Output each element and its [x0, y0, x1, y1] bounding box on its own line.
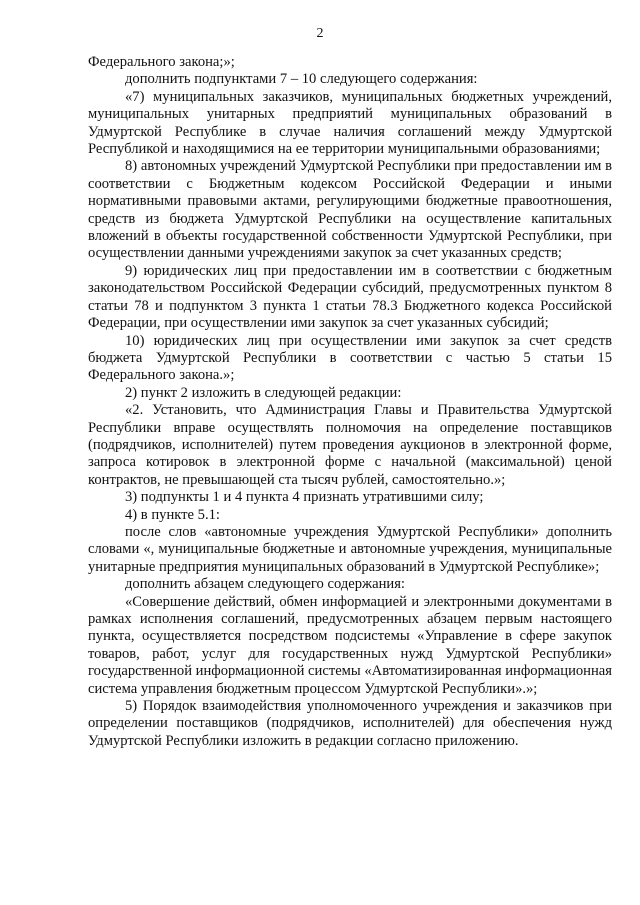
paragraph-subitem-10: 10) юридических лиц при осуществлении ими закупок за счет средств бюджета Удмуртской Республики в соответствии с частью 5 статьи 15 Федерального закона.»;	[88, 332, 612, 384]
page-number: 2	[316, 26, 324, 41]
paragraph-subitem-8: 8) автономных учреждений Удмуртской Республики при предоставлении им в соответствии с Бюджетным кодексом Российской Федерации и иными нормативными правовыми актами, регулирующими бюджетные правоотношения, средств из бюджета Удмуртской Республики на осуществление капитальных вложений в объекты государственной собственности Удмуртской Республики, при осуществлении данными учреждениями закупок за счет указанных средств;	[88, 158, 612, 262]
paragraph-item-2-text: «2. Установить, что Администрация Главы и Правительства Удмуртской Республики вправе осуществлять полномочия на определение поставщиков (подрядчиков, исполнителей) путем проведения аукционов в электронной форме, запроса котировок в электронной форме с начальной (максимальной) ценой контрактов, не превышающей ста тысяч рублей, самостоятельно.»;	[88, 402, 612, 488]
paragraph-item-4-add-abzac: дополнить абзацем следующего содержания:	[125, 576, 405, 593]
paragraph-add-subitems: дополнить подпунктами 7 – 10 следующего содержания:	[125, 71, 478, 88]
paragraph-item-4-abzac-text: «Совершение действий, обмен информацией и электронными документами в рамках исполнения соглашений, предусмотренных абзацем первым настоящего пункта, осуществляется посредством подсистемы «Управление в сфере закупок товаров, работ, услуг для государственных нужд Удмуртской Республики» государственной информационной системы «Автоматизированная информационная система управления бюджетным процессом Удмуртской Республики».»;	[88, 593, 612, 697]
paragraph-subitem-9: 9) юридических лиц при предоставлении им в соответствии с бюджетным законодательством Российской Федерации субсидий, предусмотренных пунктом 8 статьи 78 и подпунктом 3 пункта 1 статьи 78.3 Бюджетного кодекса Российской Федерации, при осуществлении ими закупок за счет указанных субсидий;	[88, 262, 612, 332]
paragraph-item-3: 3) подпункты 1 и 4 пункта 4 признать утратившими силу;	[125, 489, 484, 506]
paragraph-item-5: 5) Порядок взаимодействия уполномоченного учреждения и заказчиков при определении поставщиков (подрядчиков, исполнителей) для обеспечения нужд Удмуртской Республики изложить в редакции согласно приложению.	[88, 698, 612, 749]
paragraph-item-4: 4) в пункте 5.1:	[125, 506, 220, 523]
paragraph-item-4-insert: после слов «автономные учреждения Удмуртской Республики» дополнить словами «, муниципальные бюджетные и автономные учреждения, муниципальные унитарные предприятия муниципальных образований в Удмуртской Республике»;	[88, 523, 612, 575]
document-body	[88, 54, 612, 750]
paragraph-subitem-7: «7) муниципальных заказчиков, муниципальных бюджетных учреждений, муниципальных унитарных предприятий муниципальных образований в Удмуртской Республике в случае наличия соглашений между Удмуртской Республикой и находящимися на ее территории муниципальными образованиями;	[88, 88, 612, 158]
paragraph-item-2: 2) пункт 2 изложить в следующей редакции:	[125, 384, 402, 401]
paragraph-federal-law-end: Федерального закона;»;	[88, 54, 235, 70]
